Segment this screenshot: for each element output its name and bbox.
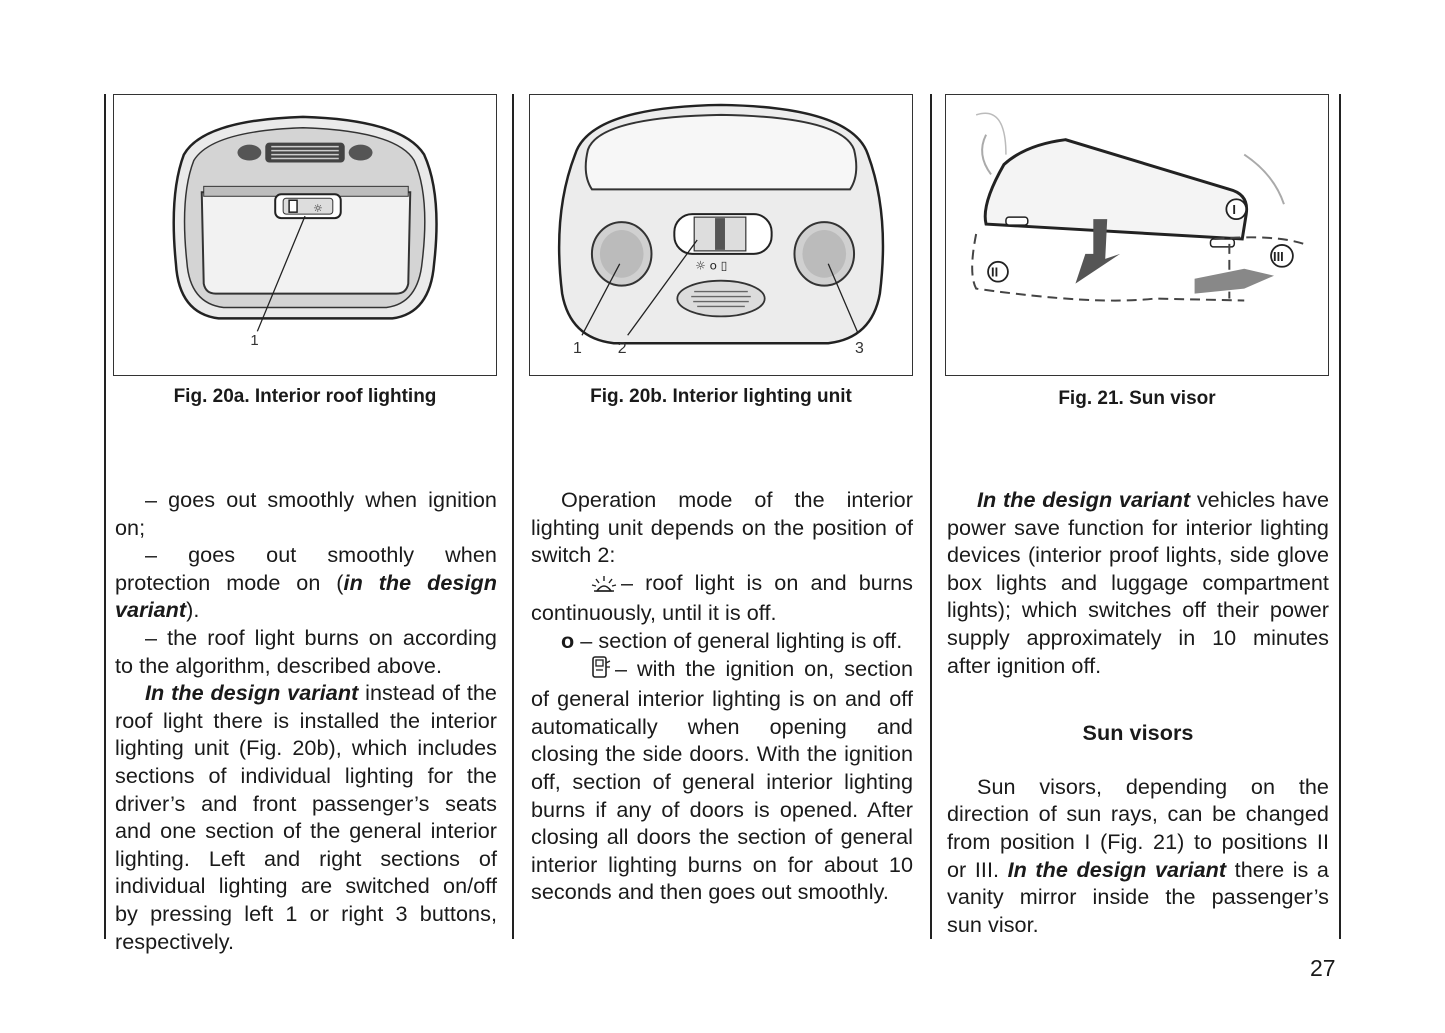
position-iii-label: III (1273, 248, 1284, 264)
paragraph: Operation mode of the interior lighting unit depends on the position of switch 2: (531, 487, 913, 568)
figure-21 (945, 94, 1329, 376)
paragraph: – goes out smoothly when ignition on; (115, 487, 497, 540)
svg-text:☼: ☼ (312, 202, 323, 216)
column-divider (930, 94, 932, 939)
paragraph: – the roof light burns on according to the algorithm, described above. (115, 624, 497, 678)
column-divider (512, 94, 514, 939)
design-variant-emphasis: in the design variant (115, 569, 497, 623)
paragraph: In the design variant vehicles have power save function for interior lighting devices (interior proof lights, side glove box lights and luggage compartment lights); which switches off their power supply approximately in 10 minutes after ignition off. (947, 487, 1330, 678)
callout-1: 1 (573, 340, 582, 358)
design-variant-emphasis: In the design variant (977, 487, 1191, 512)
section-heading: Sun visors (1082, 720, 1194, 746)
column-divider (104, 94, 106, 939)
callout-1: 1 (250, 333, 259, 350)
paragraph: In the design variant instead of the roof light there is installed the interior lighting unit (Fig. 20b), which includes sections of individual lighting for the driver’s and front passenger’s seats and one section of the general interior lighting. Left and right sections of individual lighting are switched on/off by pressing left 1 or right 3 buttons, respectively. (115, 680, 497, 954)
column-1-text (115, 486, 497, 955)
figure-caption: Fig. 20b. Interior lighting unit (590, 386, 852, 407)
design-variant-emphasis: In the design variant (145, 680, 359, 706)
paragraph: o – section of general lighting is off. (561, 627, 903, 653)
column-divider (1339, 94, 1341, 939)
door-lamp-icon (561, 655, 611, 686)
figure-caption: Fig. 20a. Interior roof lighting (173, 386, 437, 407)
lighting-unit-illustration (530, 95, 912, 375)
position-i-label: I (1232, 202, 1236, 218)
lamp-icon (561, 572, 617, 600)
callout-2: 2 (617, 340, 627, 358)
column-2-text (531, 486, 913, 906)
paragraph: Sun visors, depending on the direction of sun rays, can be changed from position I (Fig. 21) to positions II or III. In the design variant there is a vanity mirror inside the passenger’s sun visor. (947, 773, 1329, 937)
figure-caption: Fig. 21. Sun visor (1058, 388, 1216, 409)
sun-visor-illustration (946, 95, 1328, 375)
off-symbol: o (561, 627, 575, 653)
column-3-text (947, 486, 1329, 938)
position-ii-label: II (991, 264, 999, 280)
callout-3: 3 (855, 340, 864, 358)
figure-20b (529, 94, 913, 376)
paragraph: – goes out smoothly when protection mode on (in the design variant). (115, 542, 497, 623)
design-variant-emphasis: In the design variant (1007, 856, 1227, 882)
paragraph: – roof light is on and burns continuously, until it is off. (531, 569, 913, 626)
page-number: 27 (1310, 955, 1336, 981)
svg-text:☼ o ▯: ☼ o ▯ (695, 258, 728, 273)
paragraph: – with the ignition on, section of general interior lighting is on and off automatically when opening and closing the side doors. With the ignition off, section of general interior lighting burns if any of doors is opened. After closing all doors the section of general interior lighting burns on for about 10 seconds and then goes out smoothly. (531, 655, 913, 905)
roof-light-illustration (114, 95, 496, 375)
figure-20a (113, 94, 497, 376)
